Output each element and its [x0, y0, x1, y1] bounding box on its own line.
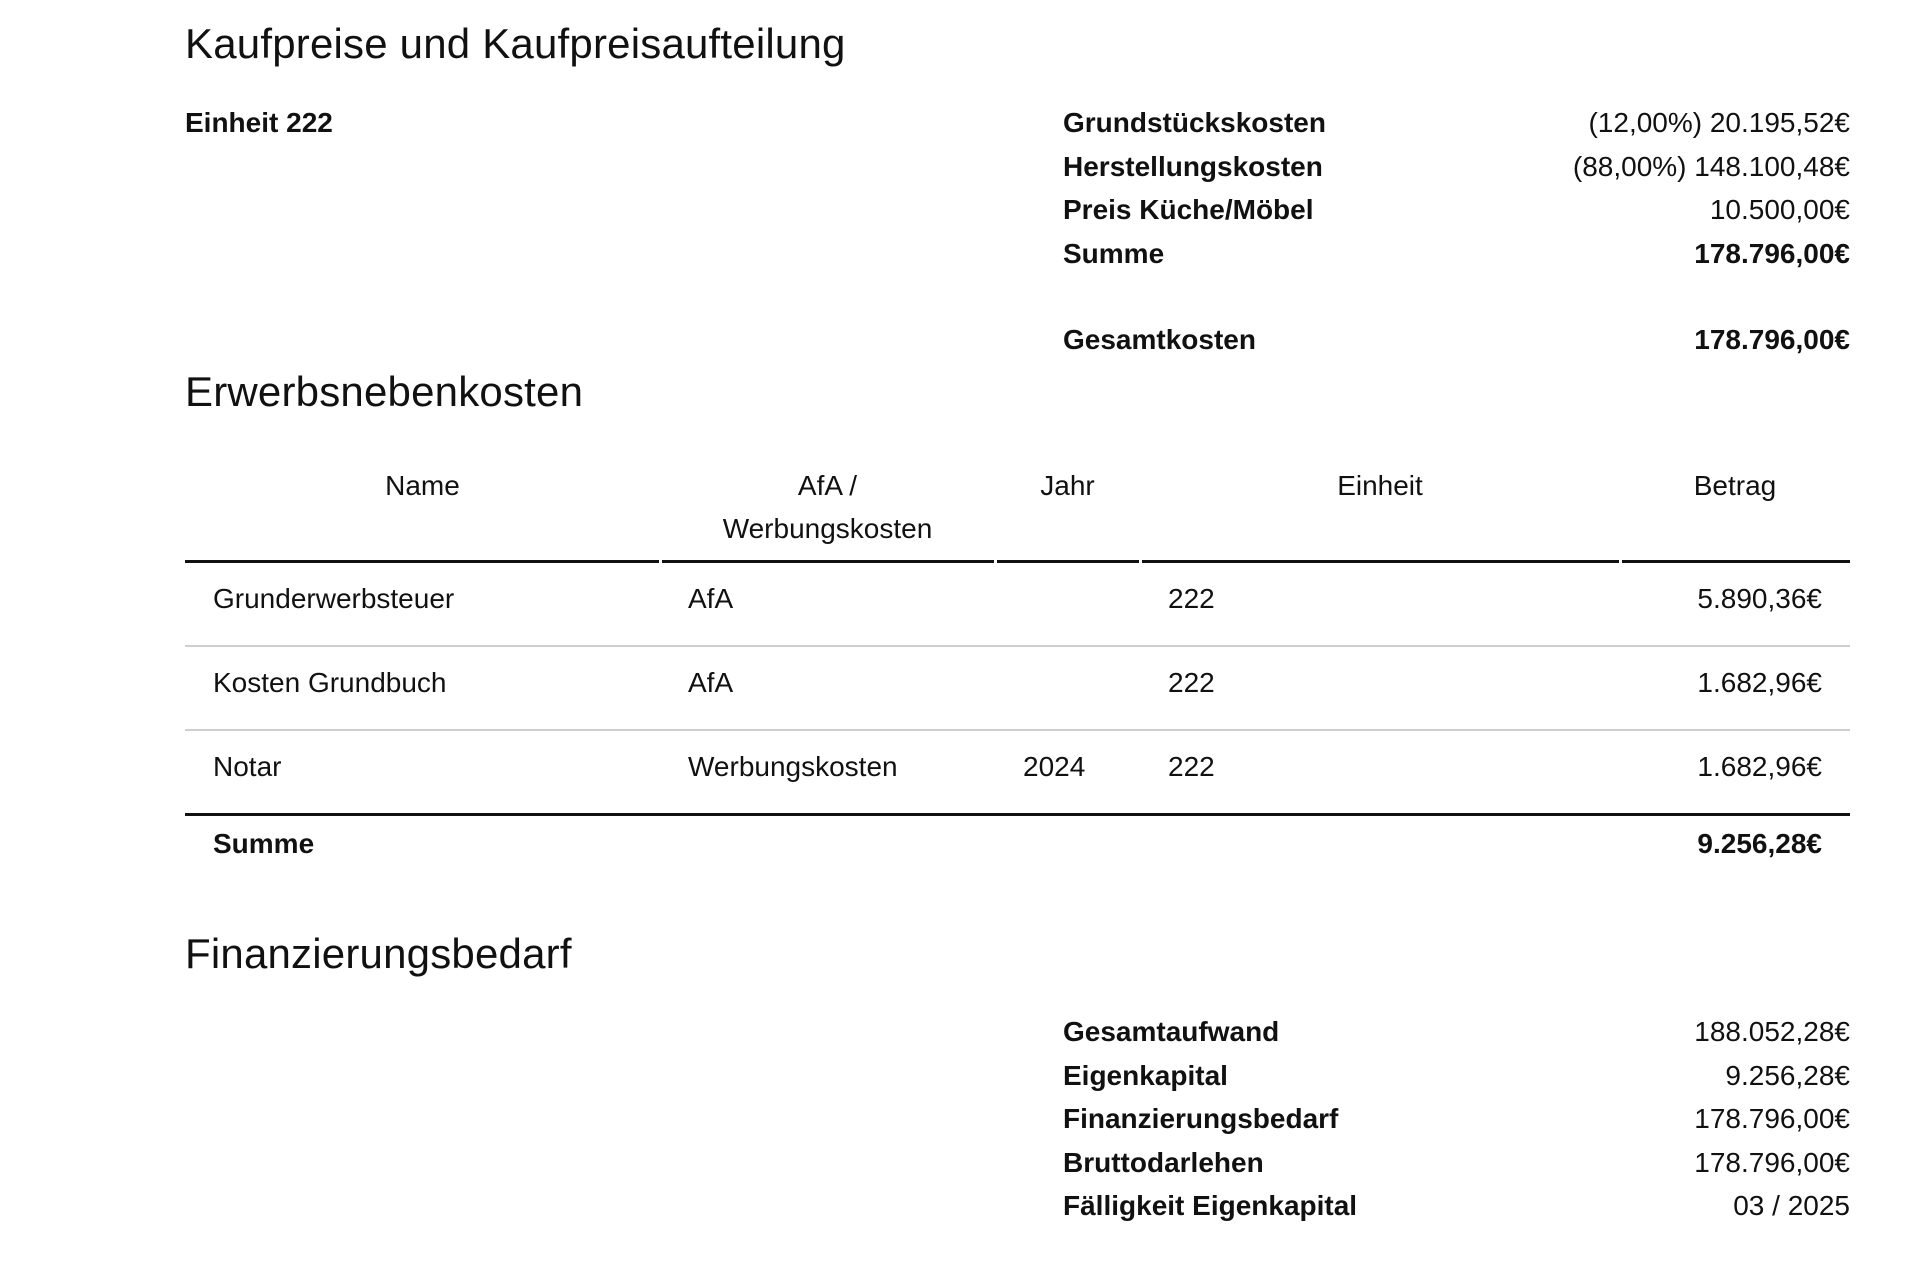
- column-header-afa: [660, 464, 995, 550]
- row-label: Gesamtkosten: [1063, 324, 1256, 355]
- row-label: Eigenkapital: [1063, 1059, 1228, 1091]
- cell-einheit: 222: [1168, 583, 1215, 614]
- row-label: Bruttodarlehen: [1063, 1146, 1264, 1178]
- kaufpreis-row-herstellung: [1063, 151, 1850, 195]
- finanz-row-bruttodarlehen: [1063, 1147, 1850, 1191]
- cell-einheit: 222: [1168, 667, 1215, 698]
- column-header-betrag: Betrag: [1693, 470, 1777, 501]
- column-header-jahr: Jahr: [1040, 470, 1095, 501]
- row-value: 178.796,00€: [1694, 237, 1850, 269]
- row-label: Fälligkeit Eigenkapital: [1063, 1190, 1358, 1221]
- kaufpreis-row-kueche: [1063, 194, 1850, 238]
- finanz-row-finanzierungsbedarf: [1063, 1103, 1850, 1147]
- erwerbsnebenkosten-table: [185, 458, 1850, 886]
- row-value: 178.796,00€: [1694, 1103, 1850, 1134]
- row-value: (12,00%) 20.195,52€: [1588, 107, 1850, 138]
- row-value: 188.052,28€: [1694, 1016, 1850, 1047]
- row-label: Herstellungskosten: [1063, 150, 1323, 182]
- row-value: 03 / 2025: [1733, 1190, 1850, 1221]
- cell-name: Notar: [213, 751, 282, 782]
- row-label: Grundstückskosten: [1063, 107, 1326, 138]
- table-row: [185, 563, 1850, 647]
- finanz-row-faelligkeit: [1063, 1190, 1850, 1234]
- table-row: [185, 647, 1850, 731]
- cell-afa: Werbungskosten: [688, 751, 898, 782]
- column-header-einheit: Einheit: [1337, 470, 1423, 501]
- cell-name: Kosten Grundbuch: [213, 667, 447, 698]
- gesamtkosten-row: [1063, 324, 1850, 368]
- finanz-row-gesamtaufwand: [1063, 1016, 1850, 1060]
- kaufpreis-row-grundstueck: [1063, 107, 1850, 151]
- sum-value: 9.256,28€: [1697, 828, 1822, 859]
- cell-afa: AfA: [688, 667, 734, 698]
- column-header-name: Name: [385, 470, 460, 501]
- section-heading-kaufpreise: Kaufpreise und Kaufpreisaufteilung: [185, 20, 846, 67]
- row-label: Preis Küche/Möbel: [1063, 194, 1314, 225]
- cell-einheit: 222: [1168, 751, 1215, 782]
- kaufpreis-breakdown: [1063, 107, 1850, 281]
- section-heading-erwerbsnebenkosten: Erwerbsnebenkosten: [185, 368, 584, 415]
- row-value: 10.500,00€: [1709, 194, 1850, 225]
- table-header: [185, 458, 1850, 563]
- row-value: 9.256,28€: [1725, 1059, 1850, 1091]
- kaufpreis-row-summe: [1063, 238, 1850, 282]
- gesamtkosten: [1063, 324, 1850, 368]
- column-header-afa-text: AfA / Werbungskosten: [722, 470, 933, 544]
- cell-jahr: 2024: [1023, 751, 1086, 782]
- cell-betrag: 1.682,96€: [1697, 667, 1822, 698]
- table-row: [185, 731, 1850, 816]
- row-label: Gesamtaufwand: [1063, 1016, 1280, 1047]
- cell-betrag: 1.682,96€: [1697, 751, 1822, 782]
- row-label: Finanzierungsbedarf: [1063, 1103, 1339, 1134]
- cell-betrag: 5.890,36€: [1697, 583, 1822, 614]
- section-heading-finanzierungsbedarf: Finanzierungsbedarf: [185, 930, 572, 977]
- row-value: 178.796,00€: [1694, 1146, 1850, 1178]
- row-value: 178.796,00€: [1694, 324, 1850, 355]
- table-sum-row: [185, 816, 1850, 886]
- sum-label: Summe: [213, 828, 315, 859]
- document-page: [185, 0, 1850, 1264]
- row-label: Summe: [1063, 237, 1165, 269]
- unit-label: Einheit 222: [185, 107, 333, 138]
- row-value: (88,00%) 148.100,48€: [1572, 150, 1850, 182]
- finanz-row-eigenkapital: [1063, 1060, 1850, 1104]
- cell-afa: AfA: [688, 583, 734, 614]
- finanzierung-breakdown: [1063, 1016, 1850, 1234]
- cell-name: Grunderwerbsteuer: [213, 583, 455, 614]
